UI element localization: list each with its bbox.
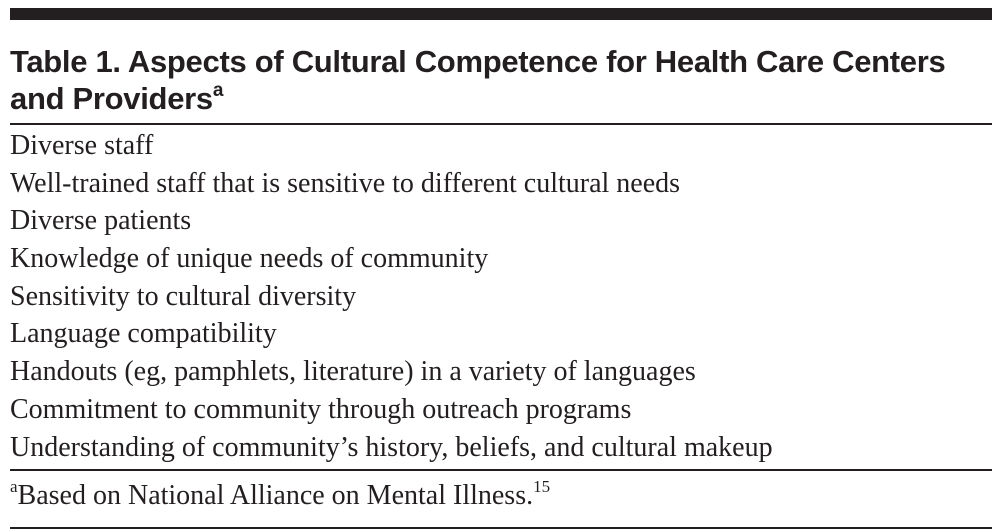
top-rule — [10, 8, 992, 20]
footnote-reference: 15 — [533, 477, 551, 497]
list-item: Commitment to community through outreach programs — [10, 393, 632, 425]
list-item: Language compatibility — [10, 318, 277, 350]
table-footnote — [10, 471, 992, 515]
list-item: Handouts (eg, pamphlets, literature) in a variety of languages — [10, 356, 696, 388]
list-item: Diverse patients — [10, 205, 192, 237]
aspects-list — [10, 125, 992, 466]
list-item: Well-trained staff that is sensitive to different cultural needs — [10, 167, 681, 199]
list-item: Knowledge of unique needs of community — [10, 243, 489, 275]
list-item: Diverse staff — [10, 130, 154, 161]
footnote-marker: a — [10, 477, 18, 497]
list-item: Sensitivity to cultural diversity — [10, 280, 357, 312]
footnote-text: Based on National Alliance on Mental Illness. — [17, 480, 534, 512]
table-title-text: Table 1. Aspects of Cultural Competence for Health Care Centers and Providers — [10, 44, 946, 116]
title-footnote-marker: a — [212, 80, 224, 101]
table-container — [10, 8, 992, 529]
list-item: Understanding of community’s history, beliefs, and cultural makeup — [10, 431, 773, 463]
table-title — [10, 43, 992, 117]
